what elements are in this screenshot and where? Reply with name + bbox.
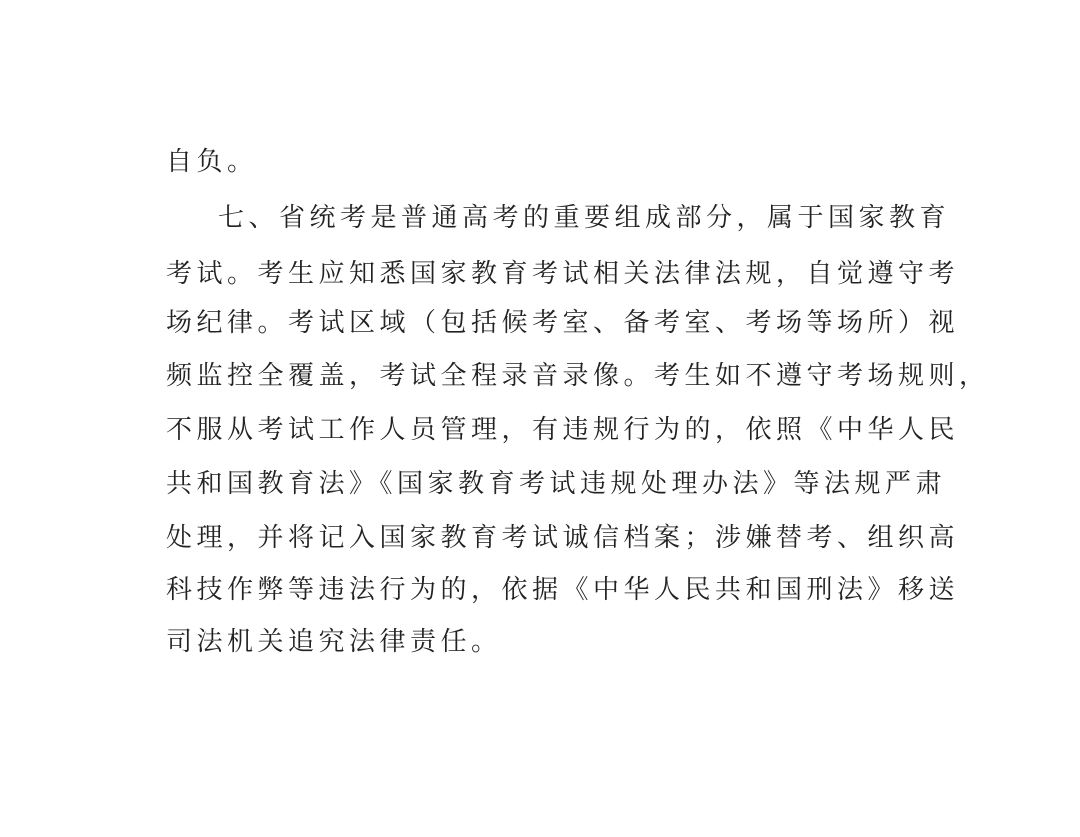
text-line-6: 不服从考试工作人员管理，有违规行为的，依照《中华人民: [166, 415, 960, 445]
text-line-5: 频监控全覆盖，考试全程录音录像。考生如不遵守考场规则，: [166, 361, 990, 391]
text-line-2: 七、省统考是普通高考的重要组成部分，属于国家教育: [218, 203, 951, 233]
text-line-1: 自负。: [166, 147, 258, 177]
text-line-4: 场纪律。考试区域（包括候考室、备考室、考场等场所）视: [166, 308, 960, 338]
text-line-8: 处理，并将记入国家教育考试诚信档案；涉嫌替考、组织高: [166, 523, 960, 553]
text-line-9: 科技作弊等违法行为的，依据《中华人民共和国刑法》移送: [166, 575, 960, 605]
text-line-7: 共和国教育法》《国家教育考试违规处理办法》等法规严肃: [166, 469, 947, 499]
text-line-3: 考试。考生应知悉国家教育考试相关法律法规，自觉遵守考: [166, 259, 960, 289]
text-line-10: 司法机关追究法律责任。: [166, 627, 502, 657]
